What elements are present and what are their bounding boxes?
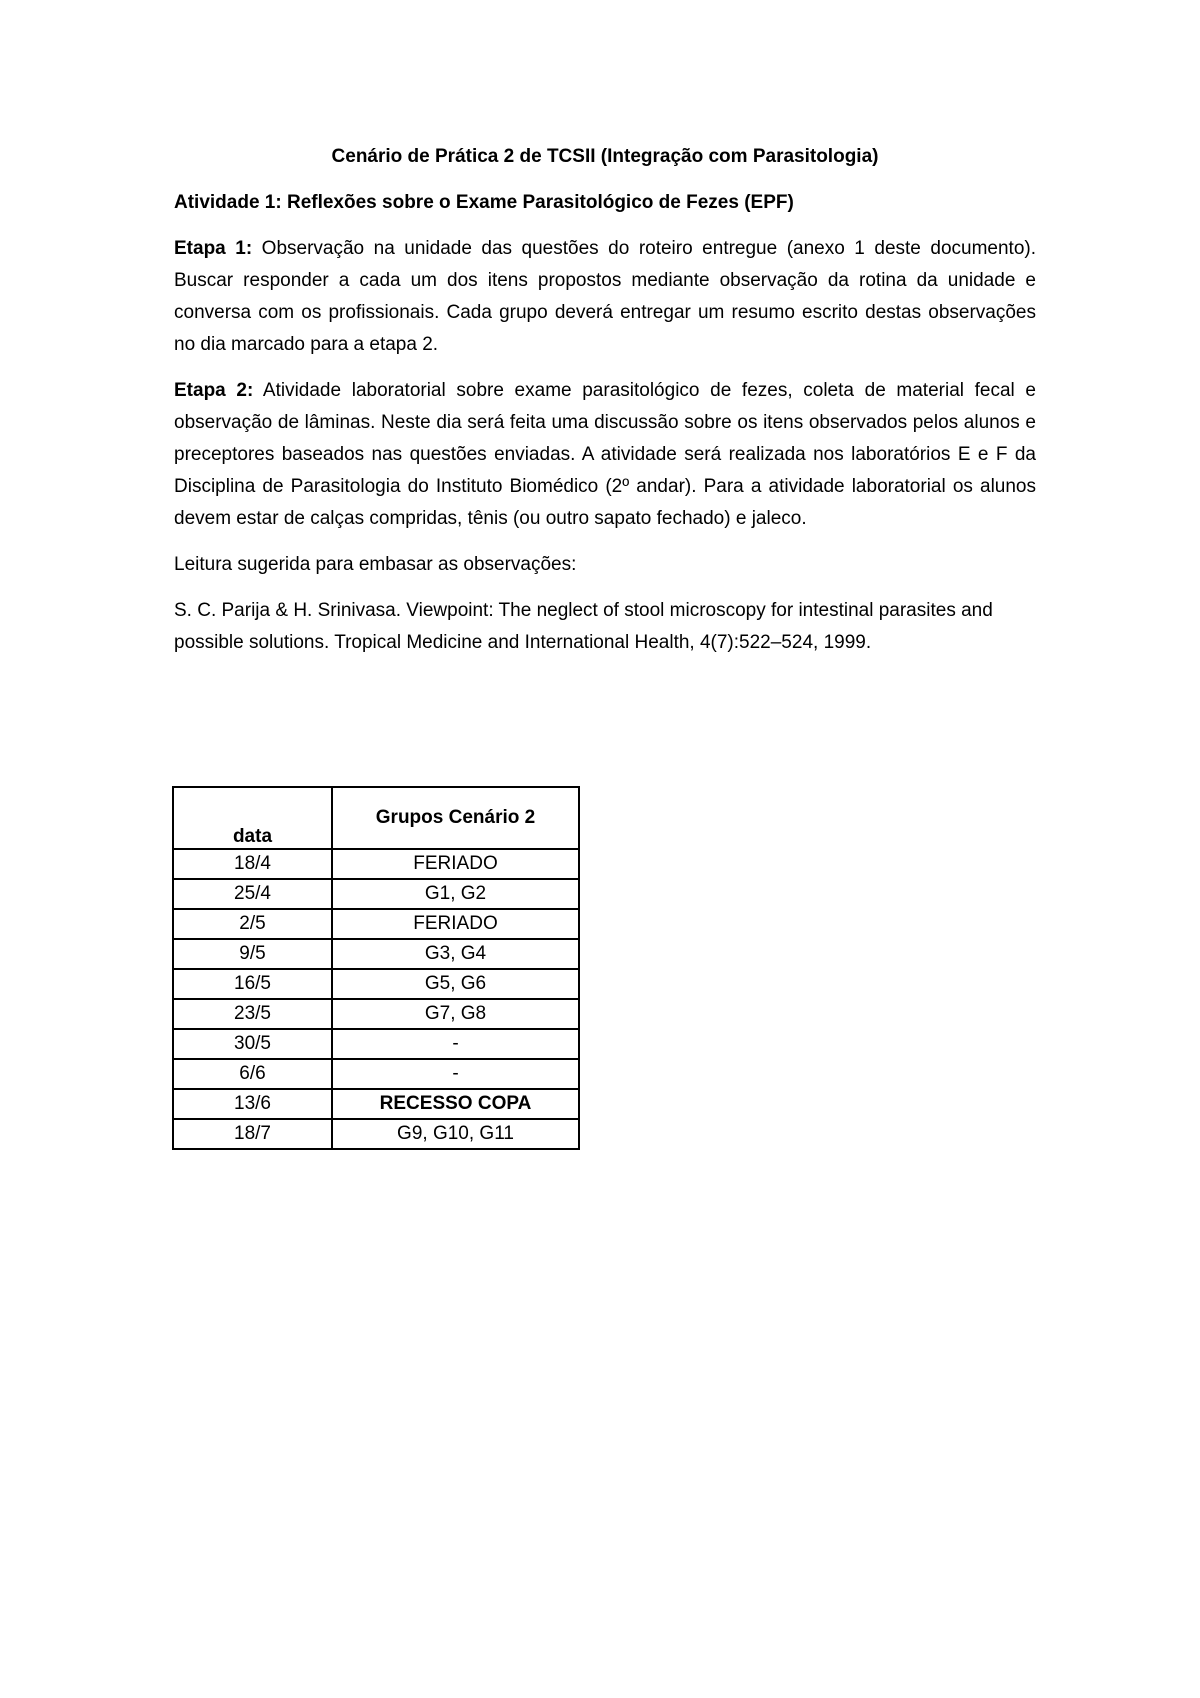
cell-groups: G5, G6 [332, 969, 579, 999]
document-title: Cenário de Prática 2 de TCSII (Integração com Parasitologia) [331, 146, 879, 167]
header-groups: Grupos Cenário 2 [332, 787, 579, 849]
table-row [173, 969, 579, 999]
table-row [173, 1089, 579, 1119]
cell-groups: - [332, 1059, 579, 1089]
cell-date: 18/4 [173, 849, 332, 879]
cell-date: 30/5 [173, 1029, 332, 1059]
etapa2-text: Atividade laboratorial sobre exame parasitológico de fezes, coleta de material fecal e observação de lâminas. Neste dia será feita uma discussão sobre os itens observados pelos alunos e preceptores baseados nas questões enviadas. A atividade será realizada nos laboratórios E e F da Disciplina de Parasitologia do Instituto Biomédico (2º andar). Para a atividade laboratorial os alunos devem estar de calças compridas, tênis (ou outro sapato fechado) e jaleco. [174, 380, 1036, 529]
etapa1-label: Etapa 1: [174, 238, 253, 259]
table-row [173, 999, 579, 1029]
cell-groups: - [332, 1029, 579, 1059]
document-body [174, 141, 1036, 673]
cell-date: 9/5 [173, 939, 332, 969]
table-row [173, 939, 579, 969]
cell-groups: G3, G4 [332, 939, 579, 969]
cell-date: 2/5 [173, 909, 332, 939]
etapa1-text: Observação na unidade das questões do roteiro entregue (anexo 1 deste documento). Buscar responder a cada um dos itens propostos mediante observação da rotina da unidade e conversa com os profissionais. Cada grupo deverá entregar um resumo escrito destas observações no dia marcado para a etapa 2. [174, 238, 1036, 355]
table-row [173, 1059, 579, 1089]
cell-date: 13/6 [173, 1089, 332, 1119]
cell-date: 25/4 [173, 879, 332, 909]
table-row [173, 1119, 579, 1149]
cell-groups: G9, G10, G11 [332, 1119, 579, 1149]
header-date: data [173, 787, 332, 849]
table-row [173, 1029, 579, 1059]
reading-intro: Leitura sugerida para embasar as observações: [174, 554, 577, 575]
etapa1-paragraph [174, 233, 1036, 361]
activity-heading: Atividade 1: Reflexões sobre o Exame Parasitológico de Fezes (EPF) [174, 192, 794, 213]
schedule-table [172, 786, 580, 1150]
reference-citation: S. C. Parija & H. Srinivasa. Viewpoint: The neglect of stool microscopy for intestinal parasites and possible solutions. Tropical Medicine and International Health, 4(7):522–524, 1999. [174, 600, 993, 653]
etapa2-paragraph [174, 375, 1036, 535]
cell-date: 6/6 [173, 1059, 332, 1089]
cell-groups: G7, G8 [332, 999, 579, 1029]
cell-groups: G1, G2 [332, 879, 579, 909]
cell-groups: RECESSO COPA [332, 1089, 579, 1119]
table-row [173, 879, 579, 909]
cell-date: 23/5 [173, 999, 332, 1029]
cell-date: 18/7 [173, 1119, 332, 1149]
cell-groups: FERIADO [332, 909, 579, 939]
cell-groups: FERIADO [332, 849, 579, 879]
table-row [173, 909, 579, 939]
etapa2-label: Etapa 2: [174, 380, 254, 401]
table-header-row [173, 787, 579, 849]
table-row [173, 849, 579, 879]
cell-date: 16/5 [173, 969, 332, 999]
